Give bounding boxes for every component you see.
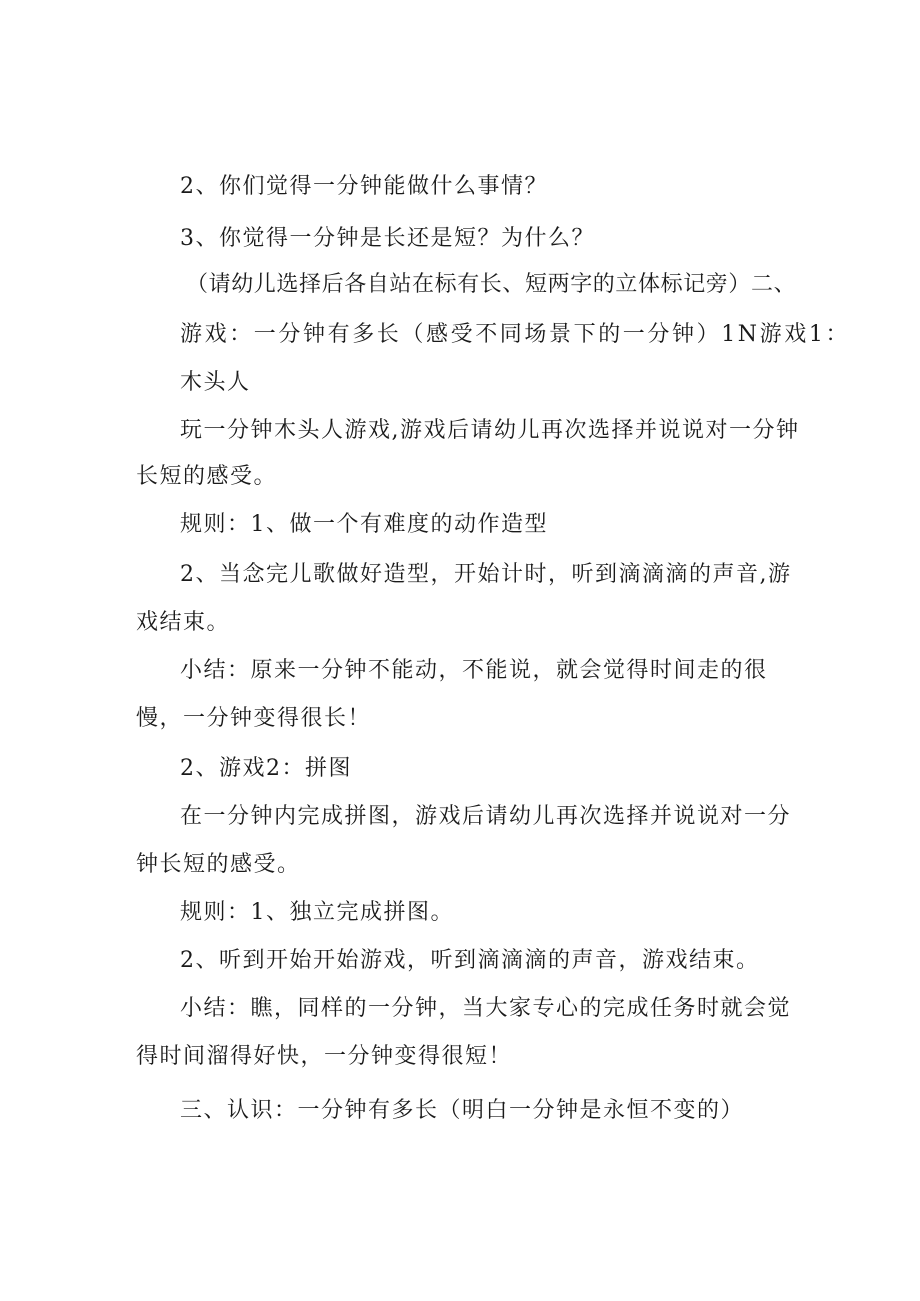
- text-line-section-3-title: 三、认识：一分钟有多长（明白一分钟是永恒不变的）: [180, 1098, 745, 1123]
- text-line-game-2-summary: 小结：瞧，同样的一分钟，当大家专心的完成任务时就会觉: [180, 996, 792, 1021]
- text-line-game-1-rule-2-cont: 戏结束。: [136, 610, 231, 635]
- text-line-game-1-rule-1: 规则：1、做一个有难度的动作造型: [180, 512, 548, 537]
- text-line-section-2-title: 游戏：一分钟有多长（感受不同场景下的一分钟）1N游戏1：: [180, 322, 851, 347]
- text-line-game-2-summary-cont: 得时间溜得好快，一分钟变得很短！: [136, 1044, 513, 1069]
- text-line-game-1-summary: 小结：原来一分钟不能动，不能说，就会觉得时间走的很: [180, 658, 768, 683]
- text-line-game-2-rule-1: 规则：1、独立完成拼图。: [180, 900, 454, 925]
- text-line-instruction: （请幼儿选择后各自站在标有长、短两字的立体标记旁）二、: [186, 272, 797, 297]
- text-line-game-2-rule-2: 2、听到开始开始游戏，听到滴滴滴的声音，游戏结束。: [180, 948, 760, 973]
- text-line-game-1-desc: 玩一分钟木头人游戏,游戏后请幼儿再次选择并说说对一分钟: [180, 418, 800, 443]
- text-line-game-2-title: 2、游戏2：拼图: [180, 756, 352, 781]
- text-line-game-1-name: 木头人: [180, 370, 251, 395]
- text-line-game-1-summary-cont: 慢，一分钟变得很长！: [136, 706, 372, 731]
- text-line-question-3: 3、你觉得一分钟是长还是短？为什么？: [180, 226, 595, 251]
- text-line-game-2-desc: 在一分钟内完成拼图，游戏后请幼儿再次选择并说说对一分: [180, 804, 792, 829]
- text-line-game-1-desc-cont: 长短的感受。: [136, 464, 278, 489]
- text-line-game-2-desc-cont: 钟长短的感受。: [136, 852, 301, 877]
- text-line-game-1-rule-2: 2、当念完儿歌做好造型，开始计时，听到滴滴滴的声音,游: [180, 562, 792, 587]
- text-line-question-2: 2、你们觉得一分钟能做什么事情？: [180, 174, 548, 199]
